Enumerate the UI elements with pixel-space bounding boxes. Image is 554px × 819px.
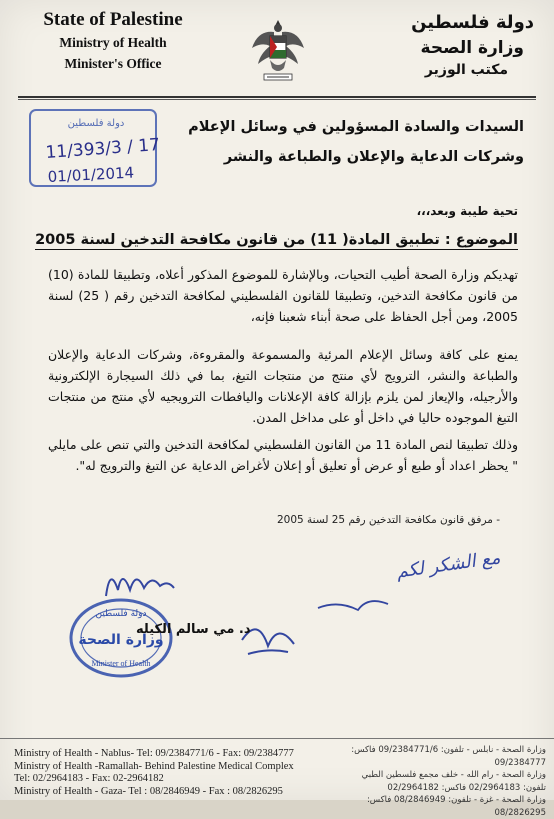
arabic-footer-contacts <box>316 744 546 819</box>
incoming-ref-handwritten: 11/393/3 / 17 <box>44 135 161 163</box>
footer-en-line: Ministry of Health -Ramallah- Behind Palestine Medical Complex <box>14 760 294 772</box>
body-paragraph-3: وذلك تطبيقا لنص المادة 11 من القانون الفلسطيني لمكافحة التدخين والتي تنص على مايلي " يحظر اعداد أو طبع أو عرض أو تعليق أو إعلان لأغراض الدعاية عن التبغ والترويج له". <box>48 437 518 473</box>
footer-ar-line: تلفون: 02/2964183 فاكس: 02/2964182 <box>387 782 546 793</box>
arabic-office-name: مكتب الوزير <box>424 62 508 78</box>
body-paragraph-1: تهديكم وزارة الصحة أطيب التحيات، وبالإشارة للموضوع المذكور أعلاه، وتطبيقا للمادة (10) من قانون مكافحة التدخين، وتطبيقا للقانون الفلسطيني لمكافحة التدخين رقم ( 25) لسنة 2005، ومن أجل الحفاظ على صحة أبناء شعبنا فإنه، <box>48 267 518 324</box>
english-footer-contacts <box>14 748 314 798</box>
arabic-state-name: دولة فلسطين <box>411 12 534 33</box>
english-ministry-name: Ministry of Health <box>59 35 167 50</box>
subject-line: الموضوع : تطبيق المادة( 11) من قانون مكافحة التدخين لسنة 2005 <box>35 232 518 248</box>
footer-ar-line: وزارة الصحة - غزة - تلفون: 08/2846949 فاكس: 08/2826295 <box>366 795 546 818</box>
ministry-official-seal <box>66 596 176 680</box>
body-paragraph-2: يمنع على كافة وسائل الإعلام المرئية والمسموعة والمقروءة، وشركات الدعاية والإعلان والطباعة والنشر، الترويج لأي منتج من منتجات التبغ، بما في ذلك السيجارة الإلكترونية والأرجيله، والإيعاز لمن يلزم بإزالة كافة الإعلانات واليافطات الترويجيه لأي منتج من منتجات التبغ الموجوده حاليا في داخل أو على مداخل المدن. <box>48 347 518 425</box>
addressee-line-1: السيدات والسادة المسؤولين في وسائل الإعلام <box>188 119 524 135</box>
arabic-letterhead <box>364 10 534 80</box>
seal-bottom-text: Minister of Health <box>91 659 151 668</box>
incoming-stamp-title: دولة فلسطين <box>67 118 125 129</box>
footer-ar-line: وزارة الصحة - نابلس - تلفون: 09/2384771/6 فاكس: 09/2384777 <box>351 745 546 768</box>
handwritten-thanks-text: مع الشكر لكم <box>395 547 502 583</box>
english-office-name: Minister's Office <box>64 56 162 71</box>
addressee-line-2: وشركات الدعاية والإعلان والطباعة والنشر <box>223 149 524 165</box>
footer-ar-line: وزارة الصحة - رام الله - خلف مجمع فلسطين الطبي <box>361 770 546 780</box>
footer-divider <box>0 738 554 739</box>
handwritten-thanks-note <box>218 547 502 666</box>
header-divider <box>18 96 536 98</box>
greeting: تحية طيبة وبعد،،، <box>416 204 518 218</box>
header-divider-thin <box>18 99 536 100</box>
arabic-ministry-name: وزارة الصحة <box>420 38 524 58</box>
palestine-eagle-emblem-icon <box>248 14 308 86</box>
incoming-date-handwritten: 01/01/2014 <box>47 163 135 186</box>
footer-en-line: Tel: 02/2964183 - Fax: 02-2964182 <box>14 773 164 784</box>
seal-top-text: دولة فلسطين <box>95 609 147 619</box>
english-letterhead <box>18 8 208 74</box>
seal-middle-text: وزارة الصحة <box>78 632 164 648</box>
footer-en-line: Ministry of Health - Gaza- Tel : 08/2846949 - Fax : 08/2826295 <box>14 785 283 797</box>
addressee-block <box>104 112 524 172</box>
attachment-note: - مرفق قانون مكافحة التدخين رقم 25 لسنة 2005 <box>276 514 500 526</box>
english-state-name: State of Palestine <box>43 9 183 30</box>
footer-en-line: Ministry of Health - Nablus- Tel: 09/2384771/6 - Fax: 09/2384777 <box>14 748 294 759</box>
signer-name: د. مي سالم الكيله <box>136 622 251 637</box>
